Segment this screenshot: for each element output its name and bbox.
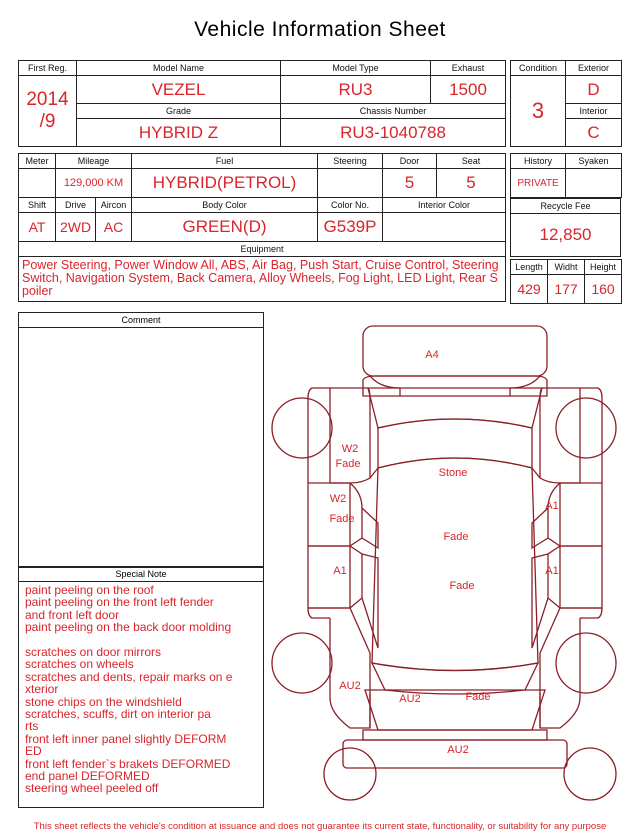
height-value: 160	[585, 275, 622, 304]
special-note-list	[19, 582, 263, 797]
interior-value: C	[566, 119, 622, 147]
page-title: Vehicle Information Sheet	[194, 18, 446, 41]
interior-label: Interior	[566, 104, 622, 119]
spare-wheel-right	[564, 748, 616, 800]
left-rear-quarter	[308, 608, 370, 728]
rear-hatch	[365, 690, 545, 730]
seat-label: Seat	[437, 154, 506, 169]
fuel-value: HYBRID(PETROL)	[132, 169, 318, 198]
interior-color-value	[383, 213, 506, 242]
special-note-item: and front left door	[25, 607, 120, 622]
mark-fade-rear: Fade	[465, 691, 491, 703]
rear-window	[372, 663, 538, 694]
meter-value	[19, 169, 56, 198]
special-note-item: paint peeling on the back door molding	[25, 620, 232, 635]
model-name-label: Model Name	[77, 61, 281, 76]
first-reg-month: /9	[39, 111, 56, 132]
mark-a4: A4	[425, 349, 439, 361]
wheel-front-right	[556, 398, 616, 458]
condition-table	[510, 60, 622, 147]
left-rear-door	[308, 546, 350, 608]
steering-label: Steering	[318, 154, 383, 169]
left-headlight	[370, 376, 400, 396]
width-label: Widht	[548, 260, 585, 275]
special-note-item: paint peeling on the roof	[25, 583, 154, 597]
wheel-rear-right	[556, 633, 616, 693]
mark-fade-roof: Fade	[449, 580, 475, 592]
door-value: 5	[383, 169, 437, 198]
body-color-label: Body Color	[132, 198, 318, 213]
model-type-label: Model Type	[281, 61, 431, 76]
mark-au2-bottom: AU2	[447, 744, 469, 756]
left-window-inner-rear	[362, 554, 378, 648]
shift-value: AT	[19, 213, 56, 242]
special-note-item: stone chips on the windshield	[25, 694, 182, 709]
exterior-label: Exterior	[566, 61, 622, 76]
right-body-outline	[580, 388, 602, 618]
mileage-value: 129,000 KM	[56, 169, 132, 198]
fuel-label: Fuel	[132, 154, 318, 169]
width-value: 177	[548, 275, 585, 304]
right-rear-window	[548, 546, 560, 608]
vehicle-info-table	[18, 60, 506, 147]
roof	[372, 458, 538, 671]
left-rear-window	[350, 546, 362, 608]
special-note-box	[18, 566, 264, 808]
exhaust-value: 1500	[431, 76, 506, 104]
special-note-item: paint peeling on the front left fender	[25, 595, 214, 610]
windshield	[378, 419, 532, 468]
tail-light-lines	[370, 693, 540, 728]
car-damage-diagram	[270, 318, 620, 818]
spec-table	[18, 153, 506, 302]
front-bumper	[363, 326, 547, 376]
mark-fade-1: Fade	[335, 458, 361, 470]
recycle-fee-value: 12,850	[511, 214, 621, 257]
special-note-item: rts	[25, 719, 39, 734]
length-value: 429	[511, 275, 548, 304]
aircon-value: AC	[96, 213, 132, 242]
special-note-item: ED	[25, 744, 42, 759]
color-no-value: G539P	[318, 213, 383, 242]
grade-label: Grade	[77, 104, 281, 119]
special-note-item: scratches, scuffs, dirt on interior pa	[25, 707, 211, 722]
special-note-item: front left fender`s brakets DEFORMED	[25, 756, 231, 771]
disclaimer-footer: This sheet reflects the vehicle's condition at issuance and does not guarantee its current state, functionality, or suitability for any purpose	[33, 821, 607, 832]
mark-a1-right-2: A1	[545, 565, 559, 577]
mark-au2-left: AU2	[339, 680, 361, 692]
special-note-item: front left inner panel slightly DEFORM	[25, 731, 227, 746]
grade-value: HYBRID Z	[77, 119, 281, 147]
history-label: History	[511, 154, 566, 169]
drive-value: 2WD	[56, 213, 96, 242]
meter-label: Meter	[19, 154, 56, 169]
special-note-item: scratches on wheels	[25, 657, 134, 672]
syaken-value	[566, 169, 622, 198]
first-reg-year: 2014	[26, 89, 69, 110]
wheel-front-left	[272, 398, 332, 458]
rear-bumper-step	[363, 730, 547, 740]
first-reg-value	[19, 76, 77, 147]
right-rear-quarter	[540, 608, 602, 728]
model-type-value: RU3	[281, 76, 431, 104]
mark-w2-1: W2	[341, 443, 359, 455]
wheel-rear-left	[272, 633, 332, 693]
seat-value: 5	[437, 169, 506, 198]
door-label: Door	[383, 154, 437, 169]
model-name-value: VEZEL	[77, 76, 281, 104]
special-note-item: xterior	[25, 682, 59, 697]
mark-stone: Stone	[438, 467, 468, 479]
body-color-value: GREEN(D)	[132, 213, 318, 242]
color-no-label: Color No.	[318, 198, 383, 213]
condition-label: Condition	[511, 61, 566, 76]
dimensions-table	[510, 259, 622, 304]
mark-fade-hood: Fade	[443, 531, 469, 543]
mark-a1-right-1: A1	[545, 500, 559, 512]
special-note-item: steering wheel peeled off	[25, 781, 159, 796]
chassis-number-label: Chassis Number	[281, 104, 506, 119]
syaken-label: Syaken	[566, 154, 622, 169]
right-rear-door	[560, 546, 602, 608]
mark-w2-2: W2	[329, 493, 347, 505]
comment-label: Comment	[19, 313, 263, 328]
equipment-value: Power Steering, Power Window All, ABS, Air Bag, Push Start, Cruise Control, Steering Switch, Navigation System, Back Camera, Alloy Wheels, Fog Light, LED Light, Rear Spoiler	[19, 257, 506, 302]
right-headlight	[510, 376, 540, 396]
condition-value: 3	[511, 76, 566, 147]
shift-label: Shift	[19, 198, 56, 213]
history-value: PRIVATE	[511, 169, 566, 198]
special-note-item: end panel DEFORMED	[25, 769, 150, 784]
spare-wheel-left	[324, 748, 376, 800]
recycle-fee-table	[510, 198, 621, 257]
mark-fade-2: Fade	[329, 513, 355, 525]
first-reg-label: First Reg.	[19, 61, 77, 76]
front-grille	[363, 376, 547, 396]
left-body-outline	[308, 388, 330, 618]
right-front-fender	[540, 388, 580, 483]
hood	[368, 388, 542, 428]
left-a-pillar	[370, 468, 378, 478]
aircon-label: Aircon	[96, 198, 132, 213]
special-note-item: scratches and dents, repair marks on e	[25, 669, 233, 684]
special-note-item: scratches on door mirrors	[25, 645, 162, 660]
steering-value	[318, 169, 383, 198]
drive-label: Drive	[56, 198, 96, 213]
exhaust-label: Exhaust	[431, 61, 506, 76]
right-front-door	[560, 483, 602, 546]
height-label: Height	[585, 260, 622, 275]
right-a-pillar	[532, 468, 540, 478]
equipment-label: Equipment	[19, 242, 506, 257]
length-label: Length	[511, 260, 548, 275]
right-front-window	[548, 483, 560, 546]
interior-color-label: Interior Color	[383, 198, 506, 213]
mileage-label: Mileage	[56, 154, 132, 169]
recycle-fee-label: Recycle Fee	[511, 199, 621, 214]
history-table	[510, 153, 622, 198]
mark-au2-center: AU2	[399, 693, 421, 705]
special-note-label: Special Note	[19, 567, 263, 582]
comment-box	[18, 312, 264, 568]
chassis-number-value: RU3-1040788	[281, 119, 506, 147]
mark-a1-left: A1	[333, 565, 347, 577]
exterior-value: D	[566, 76, 622, 104]
